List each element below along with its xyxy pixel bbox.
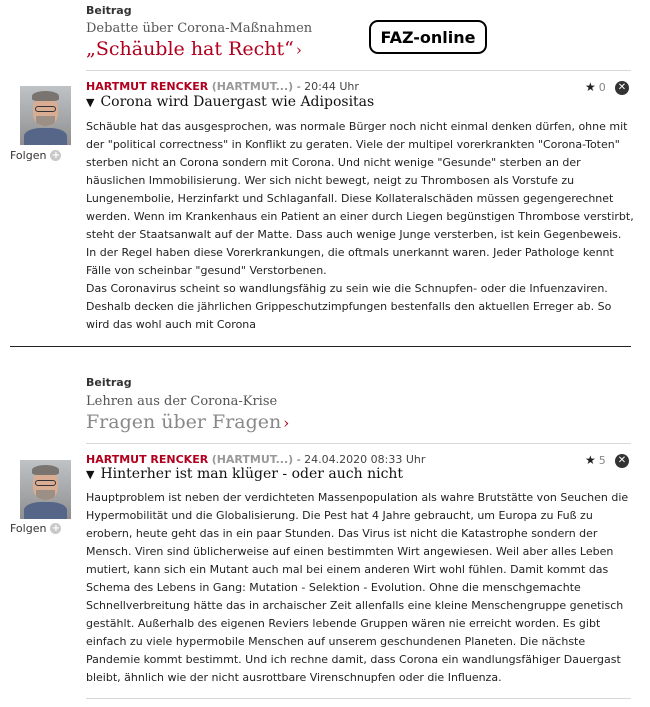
article-headline-link[interactable]	[86, 411, 289, 433]
follow-button[interactable]	[10, 149, 61, 162]
avatar[interactable]	[20, 86, 71, 145]
comment-meta	[86, 453, 425, 466]
recommend-button[interactable]	[585, 80, 606, 94]
star-icon: ★	[585, 453, 596, 467]
comment-body	[86, 118, 634, 334]
author-handle: (HARTMUT...)	[211, 453, 294, 466]
follow-label: Folgen	[10, 149, 47, 162]
article-subtitle: Debatte über Corona-Maßnahmen	[86, 21, 313, 36]
faz-online-badge: FAZ-online	[369, 20, 487, 54]
divider	[86, 70, 631, 71]
chevron-right-icon: ›	[283, 414, 290, 432]
plus-icon: +	[51, 523, 61, 534]
recommend-button[interactable]	[585, 453, 606, 467]
triangle-down-icon: ▼	[86, 96, 95, 109]
section-divider	[10, 346, 631, 347]
article-headline-link[interactable]	[86, 38, 302, 60]
follow-label: Folgen	[10, 522, 47, 535]
follow-button[interactable]	[10, 522, 61, 535]
comment-title-toggle[interactable]	[86, 466, 403, 482]
star-count: 5	[598, 453, 606, 467]
triangle-down-icon: ▼	[86, 468, 95, 481]
article-kicker: Beitrag	[86, 376, 132, 389]
comment-text: Hauptproblem ist neben der verdichteten Massenpopulation als wahre Brutstätte von Seuchen die Hypermobilität und die Globalisierung. Die Pest hat 4 Jahre gebraucht, um Europa zu Fuß zu erobern, heute geht das in ein paar Stunden. Das Virus ist nicht die Katastrophe sondern der Mensch. Viren sind üblicherweise auf einen bestimmten Wirt angewiesen. Weil aber alles Leben mutiert, kann sich ein Mutant auch mal bei einem anderen Wirt wohl fühlen. Damit kommt das Schema des Lebens in Gang: Mutation - Selektion - Evolution. Ohne die menschgemachte Schnellverbreitung hätte das in archaischer Zeit allenfalls eine kleine Menschengruppe genetisch gestählt. Außerhalb des eigenen Reviers lebende Gruppen wären nie erreicht worden. Es gibt einfach zu viele hypermobile Menschen auf unserem geschundenen Planeten. Die nächste Pandemie kommt bestimmt. Und ich rechne damit, dass Corona ein wandlungsfähiger Dauergast bleibt, ähnlich wie der nicht ausrottbare Virenschnupfen oder die Influenza.	[86, 491, 629, 684]
comment-title-toggle[interactable]	[86, 94, 374, 110]
author-handle: (HARTMUT...)	[211, 80, 294, 93]
star-count: 0	[598, 80, 606, 94]
comment-text: Schäuble hat das ausgesprochen, was normale Bürger noch nicht einmal denken dürfen, ohne mit der "political correctness" in Konflikt zu geraten. Viele der multipel vorerkrankten "Corona-Toten" sterben nicht an Corona sondern mit Corona. Und nicht wenige "Gesunde" sterben an der häuslichen Immobilisierung. Wer sich nicht bewegt, neigt zu Thrombosen als Vorstufe zu Lungenembolie, Herzinfarkt und Schlaganfall. Diese Kollateralschäden müssen gegengerechnet werden. Wenn im Krankenhaus ein Patient an einer durch Liegen begünstigen Thrombose verstirbt, steht der Staatsanwalt auf der Matte. Dass auch wenige Junge versterben, ist kein Gegenbeweis. In der Regel haben diese Vorerkrankungen, die oftmals unerkannt waren. Jeder Pathologe kennt Fälle von scheinbar "gesund" Verstorbenen. Das Coronavirus scheint so wandlungsfähig zu sein wie die Schnupfen- oder die Infuenzaviren. Deshalb decken die jährlichen Grippeschutzimpfungen bestenfalls den aktuellen Erreger ab. So wird das wohl auch mit Corona	[86, 120, 634, 331]
star-icon: ★	[585, 80, 596, 94]
article-headline[interactable]: Fragen über Fragen	[86, 411, 282, 433]
plus-icon: +	[51, 150, 61, 161]
comment-time: - 20:44 Uhr	[296, 80, 359, 93]
article-subtitle: Lehren aus der Corona-Krise	[86, 394, 278, 409]
comment-title: Corona wird Dauergast wie Adipositas	[100, 94, 375, 110]
comment-time: - 24.04.2020 08:33 Uhr	[296, 453, 426, 466]
divider	[86, 698, 631, 699]
author-name[interactable]: HARTMUT RENCKER	[86, 453, 209, 466]
chevron-right-icon: ›	[295, 41, 302, 59]
article-headline[interactable]: „Schäuble hat Recht“	[86, 38, 294, 60]
comment-meta	[86, 80, 359, 93]
comment-title: Hinterher ist man klüger - oder auch nicht	[100, 466, 404, 482]
close-icon[interactable]: ✕	[615, 454, 629, 468]
author-name[interactable]: HARTMUT RENCKER	[86, 80, 209, 93]
article-kicker: Beitrag	[86, 4, 132, 17]
avatar[interactable]	[20, 460, 71, 519]
divider	[86, 443, 631, 444]
comment-body	[86, 489, 634, 687]
close-icon[interactable]: ✕	[615, 81, 629, 95]
